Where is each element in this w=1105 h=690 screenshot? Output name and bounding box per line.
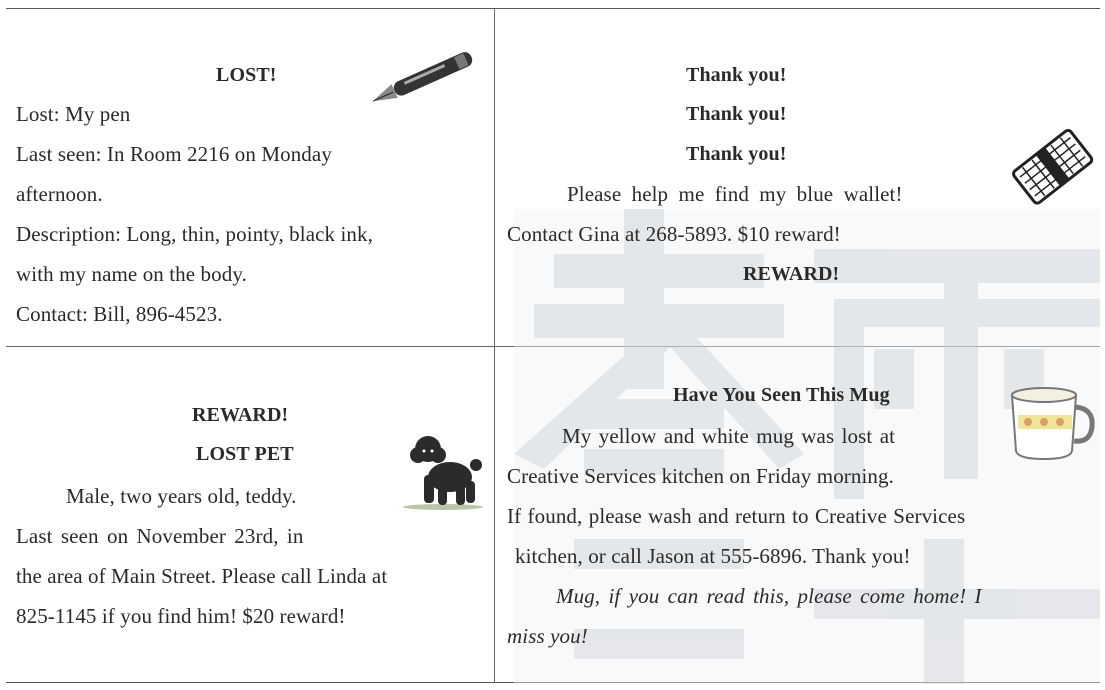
wallet-card-line: Contact Gina at 268-5893. $10 reward! (507, 222, 841, 246)
pet-card-line: Last seen on November 23rd, in (16, 524, 304, 548)
pet-card-line: the area of Main Street. Please call Linda at (16, 564, 388, 588)
pen-card-line: afternoon. (16, 182, 103, 206)
mug-card-line: If found, please wash and return to Creative Services (507, 504, 966, 528)
mug-card-italic-line: miss you! (507, 624, 588, 648)
pet-card-line: Male, two years old, teddy. (66, 484, 297, 508)
pen-card-line: with my name on the body. (16, 262, 247, 286)
wallet-card-line: Please help me find my blue wallet! (567, 182, 903, 206)
wallet-reward: REWARD! (743, 263, 840, 285)
wallet-icon (1006, 127, 1098, 205)
pen-card-line: Contact: Bill, 896-4523. (16, 302, 223, 326)
pen-card-line: Last seen: In Room 2216 on Monday (16, 142, 332, 166)
pen-card-line: Description: Long, thin, pointy, black ink, (16, 222, 373, 246)
pen-card-title: LOST! (216, 64, 277, 86)
mug-card-line: My yellow and white mug was lost at (562, 424, 896, 448)
wallet-thanks: Thank you! (686, 64, 787, 86)
pen-card-line: Lost: My pen (16, 102, 131, 126)
mug-card-title: Have You Seen This Mug (673, 384, 890, 406)
mug-card-line: Creative Services kitchen on Friday morning. (507, 464, 894, 488)
fountain-pen-icon (364, 47, 486, 109)
poodle-dog-icon (398, 429, 488, 511)
wallet-thanks: Thank you! (686, 143, 787, 165)
notice-sheet (6, 8, 1100, 683)
horizontal-divider (6, 346, 1100, 347)
pet-card-title-lost: LOST PET (196, 443, 294, 465)
mug-icon (1004, 381, 1096, 463)
pet-card-line: 825-1145 if you find him! $20 reward! (16, 604, 346, 628)
pet-card-title-reward: REWARD! (192, 404, 289, 426)
mug-card-line: kitchen, or call Jason at 555-6896. Thank you! (515, 544, 911, 568)
mug-card-italic-line: Mug, if you can read this, please come home! I (556, 584, 982, 608)
wallet-thanks: Thank you! (686, 103, 787, 125)
